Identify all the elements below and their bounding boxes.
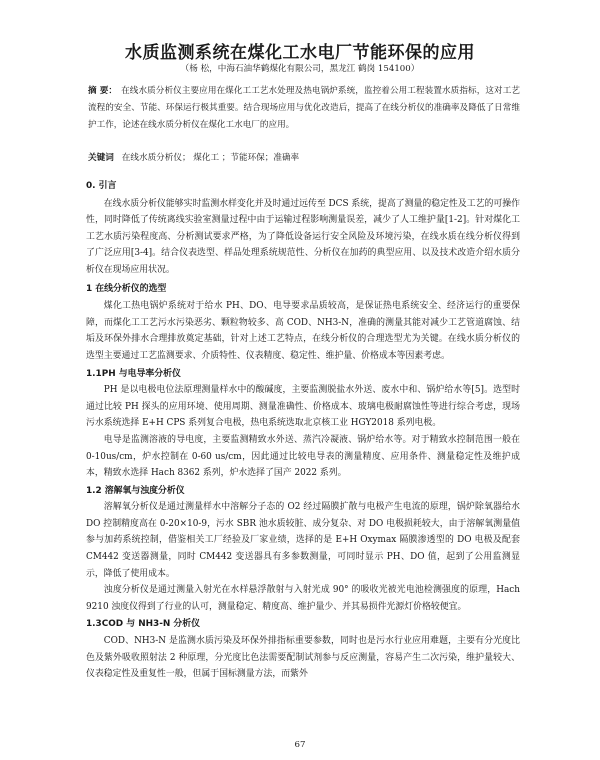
paper-body — [86, 176, 520, 683]
paragraph: 溶解氧分析仪是通过测量样水中溶解分子态的 O2 经过隔膜扩散与电极产生电流的原理，锅炉除氧器给水 DO 控制精度高在 0-20×10-9，污水 SBR 池水质较脏、成分复杂、对 DO 电极损耗较大，由于溶解氧测量值参与加药系统控制，借鉴相关工厂经验及厂家业绩，选择的是 E+H Oxymax 隔膜渗透型的 DO 电极及配套 CM442 变送器测量，同时 CM442 变送器具有多参数测量，可同时显示 PH、DO 值，起到了公用监测显示，降低了使用成本。 — [86, 502, 520, 579]
section-heading-1-1: 1.1PH 与电导率分析仪 — [86, 368, 181, 379]
paper-title: 水质监测系统在煤化工水电厂节能环保的应用 — [125, 43, 475, 63]
abstract-text: 在线水质分析仪主要应用在煤化工工艺水处理及热电锅炉系统，监控着公用工程装置水质指标，这对工艺流程的安全、节能、环保运行极其重要。结合现场应用与优化改造后，提高了在线分析仪的准确率及降低了日常维护工作，论述在线水质分析仪在煤化工水电厂的应用。 — [88, 86, 520, 130]
section-heading-1-3: 1.3COD 与 NH3-N 分析仪 — [86, 619, 201, 630]
paragraph: PH 是以电极电位法原理测量样水中的酸碱度，主要监测脱盐水外送、废水中和、锅炉给水等[5]。选型时通过比较 PH 探头的应用环境、使用周期、测量准确性、价格成本、玻璃电极耐腐蚀性等进行综合考虑，现场污水系统选择 E+H CPS 系列复合电极，热电系统选取北京核工业 HGY2018 系列电极。 — [86, 385, 520, 429]
keywords-label: 关键词 — [88, 153, 114, 163]
paragraph: 电导是监测溶液的导电度，主要监测精致水外送、蒸汽冷凝液、锅炉给水等。对于精致水控制范围一般在 0-10us/cm，炉水控制在 0-60 us/cm，因此通过比较电导表的测量精度、应用条件、测量稳定性及维护成本，精致水选择 Hach 8362 系列，炉水选择了国产 2022 系列。 — [86, 434, 520, 479]
section-heading-1: 1 在线分析仪的选型 — [86, 283, 167, 294]
author-affiliation: （杨 松，中海石油华鹤煤化有限公司，黑龙江 鹤岗 154100） — [180, 64, 420, 74]
paragraph: COD、NH3-N 是监测水质污染及环保外排指标重要参数，同时也是污水行业应用难题，主要有分光度比色及紫外吸收照射法 2 种原理，分光度比色法需要配制试剂参与反应测量，容易产生二次污染，维护量较大、仪表稳定性及重复性一般，但属于国标测量方法，而紫外 — [86, 636, 520, 680]
paragraph: 煤化工热电锅炉系统对于给水 PH、DO、电导要求品质较高，是保证热电系统安全、经济运行的重要保障，而煤化工工艺污水污染恶劣、颗粒物较多、高 COD、NH3-N，准确的测量其能对减少工艺管道腐蚀、结垢及环保外排水合理排放奠定基础，针对上述工艺特点，在线分析仪的合理选型尤为关键。在线水质分析仪的选型主要通过工艺监测要求、介质特性、仪表精度、稳定性、维护量、价格成本等因素考虑。 — [86, 301, 520, 361]
abstract-label: 摘 要： — [88, 86, 118, 96]
paragraph: 在线水质分析仪能够实时监测水样变化并及时通过远传至 DCS 系统，提高了测量的稳定性及工艺的可操作性，同时降低了传统离线实验室测量过程中由于运输过程影响测量误差，减少了人工维护量[1-2]。针对煤化工工艺水质污染程度高、分析测试要求严格，为了降低设备运行安全风险及环境污染，在线水质在线分析仪得到了广泛应用[3-4]。结合仪表选型、样品处理系统规范性、分析仪在加药的典型应用、以及技术改造介绍水质分析仪在现场应用状况。 — [86, 198, 520, 275]
section-heading-1-2: 1.2 溶解氧与浊度分析仪 — [86, 485, 185, 496]
keywords-text: 在线水质分析仪； 煤化工 ；节能环保；准确率 — [121, 153, 300, 163]
paragraph: 浊度分析仪是通过测量入射光在水样悬浮散射与入射光成 90° 的吸收光被光电池检测强度的原理，Hach 9210 浊度仪得到了行业的认可，测量稳定、精度高、维护量少、并其易损件光源灯价格较便宜。 — [86, 585, 520, 612]
abstract — [88, 83, 520, 134]
page-number: 67 — [294, 740, 306, 750]
section-heading-intro: 0. 引言 — [86, 181, 117, 191]
keywords — [88, 151, 520, 166]
